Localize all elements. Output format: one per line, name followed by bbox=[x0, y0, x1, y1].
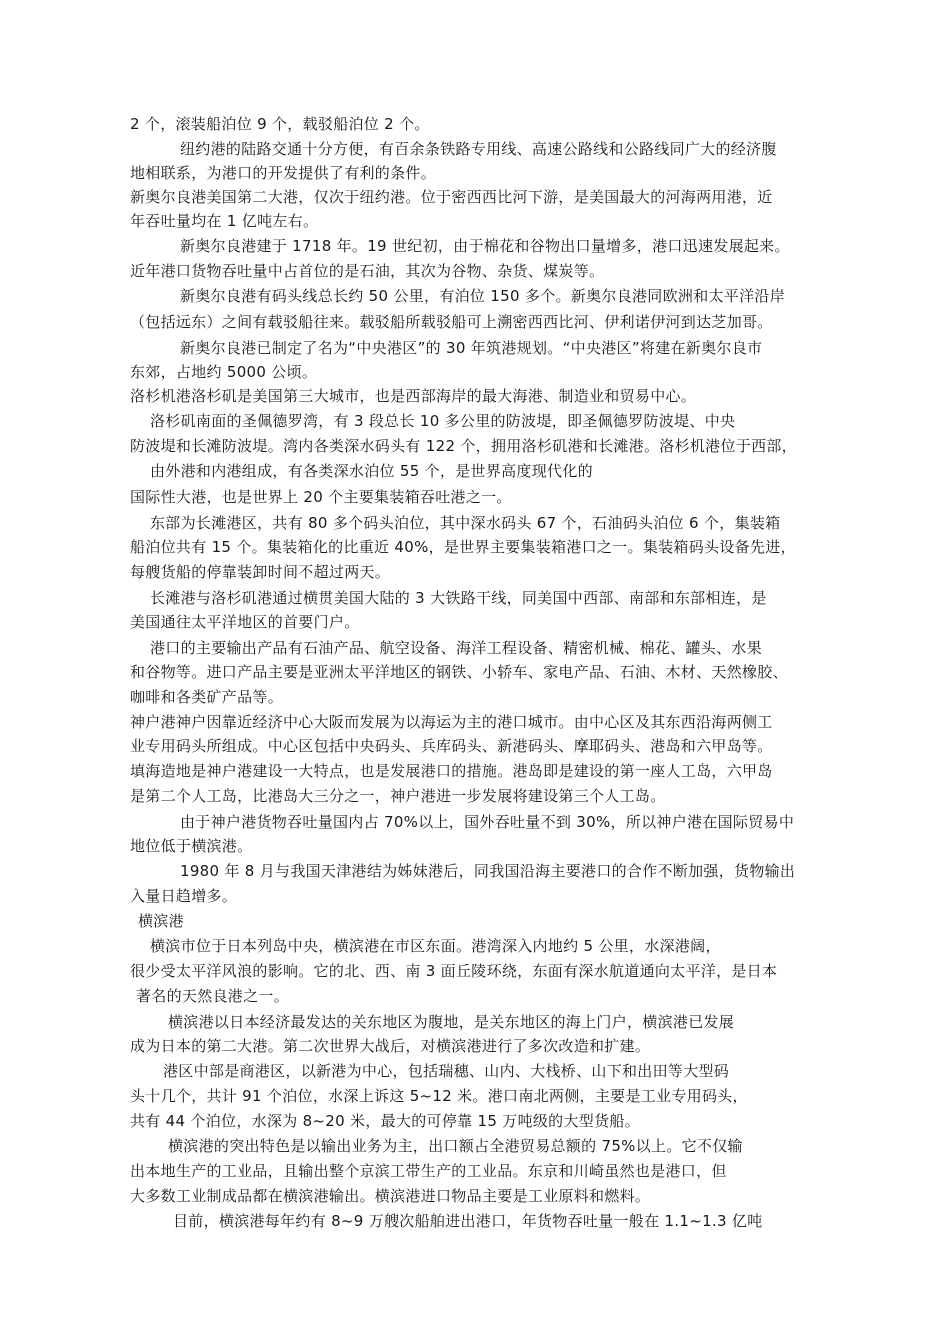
text-line: 大多数工业制成品都在横滨港输出。横滨港进口物品主要是工业原料和燃料。 bbox=[130, 1187, 651, 1205]
text-line: 填海造地是神户港建设一大特点，也是发展港口的措施。港岛即是建设的第一座人工岛，六甲岛 bbox=[130, 762, 773, 780]
text-line: 入量日趋增多。 bbox=[130, 887, 238, 905]
text-line: 长滩港与洛杉矶港通过横贯美国大陆的 3 大铁路干线，同美国中西部、南部和东部相连，是 bbox=[150, 589, 767, 607]
text-line: 和谷物等。进口产品主要是亚洲太平洋地区的钢铁、小轿车、家电产品、石油、木材、天然橡胶、 bbox=[130, 663, 788, 681]
text-line: 1980 年 8 月与我国天津港结为姊妹港后，同我国沿海主要港口的合作不断加强，货物输出 bbox=[180, 862, 796, 880]
text-line: 由外港和内港组成，有各类深水泊位 55 个，是世界高度现代化的 bbox=[150, 462, 593, 480]
text-line: 船泊位共有 15 个。集装箱化的比重近 40%，是世界主要集装箱港口之一。集装箱码头设备先进， bbox=[130, 538, 796, 556]
text-line: 由于神户港货物吞吐量国内占 70%以上，国外吞吐量不到 30%，所以神户港在国际贸易中 bbox=[180, 813, 795, 831]
text-line: 共有 44 个泊位，水深为 8~20 米，最大的可停靠 15 万吨级的大型货船。 bbox=[130, 1112, 640, 1130]
text-line: 新奥尔良港美国第二大港，仅次于纽约港。位于密西西比河下游，是美国最大的河海两用港，近 bbox=[130, 188, 773, 206]
text-line: 2 个，滚装船泊位 9 个，载驳船泊位 2 个。 bbox=[130, 115, 430, 133]
text-line: 美国通往太平洋地区的首要门户。 bbox=[130, 613, 360, 631]
text-line: 著名的天然良港之一。 bbox=[136, 987, 290, 1005]
text-line: 东郊，占地约 5000 公顷。 bbox=[130, 363, 318, 381]
text-line: 每艘货船的停靠装卸时间不超过两天。 bbox=[130, 563, 391, 581]
text-line: 神户港神户因靠近经济中心大阪而发展为以海运为主的港口城市。由中心区及其东西沿海两侧工 bbox=[130, 713, 773, 731]
text-line: 很少受太平洋风浪的影响。它的北、西、南 3 面丘陵环绕，东面有深水航道通向太平洋，是日本 bbox=[130, 962, 778, 980]
text-line: 咖啡和各类矿产品等。 bbox=[130, 688, 284, 706]
text-line: 洛杉矶南面的圣佩德罗湾，有 3 段总长 10 多公里的防波堤，即圣佩德罗防波堤、中央 bbox=[150, 412, 736, 430]
section-heading: 横滨港 bbox=[138, 912, 184, 930]
text-line: 目前，横滨港每年约有 8~9 万艘次船舶进出港口，年货物吞吐量一般在 1.1~1.3 亿吨 bbox=[173, 1212, 763, 1230]
text-line: 横滨港的突出特色是以输出业务为主，出口额占全港贸易总额的 75%以上。它不仅输 bbox=[168, 1137, 743, 1155]
text-line: 新奥尔良港有码头线总长约 50 公里，有泊位 150 多个。新奥尔良港同欧洲和太平洋沿岸 bbox=[180, 287, 785, 305]
text-line: 地相联系，为港口的开发提供了有利的条件。 bbox=[130, 164, 437, 182]
text-line: 成为日本的第二大港。第二次世界大战后，对横滨港进行了多次改造和扩建。 bbox=[130, 1037, 651, 1055]
text-line: 国际性大港，也是世界上 20 个主要集装箱吞吐港之一。 bbox=[130, 488, 512, 506]
text-line: 横滨港以日本经济最发达的关东地区为腹地，是关东地区的海上门户，横滨港已发展 bbox=[168, 1013, 735, 1031]
text-line: 横滨市位于日本列岛中央，横滨港在市区东面。港湾深入内地约 5 公里，水深港阔， bbox=[150, 937, 721, 955]
text-line: 防波堤和长滩防波堤。湾内各类深水码头有 122 个，拥用洛杉矶港和长滩港。洛杉机港位于西部， bbox=[130, 437, 797, 455]
text-line: 洛杉机港洛杉矶是美国第三大城市，也是西部海岸的最大海港、制造业和贸易中心。 bbox=[130, 387, 697, 405]
text-line: 地位低于横滨港。 bbox=[130, 837, 253, 855]
text-line: 港区中部是商港区，以新港为中心，包括瑞穗、山内、大栈桥、山下和出田等大型码 bbox=[163, 1062, 730, 1080]
text-line: 纽约港的陆路交通十分方便，有百余条铁路专用线、高速公路线和公路线同广大的经济腹 bbox=[180, 140, 777, 158]
text-line: 新奥尔良港建于 1718 年。19 世纪初，由于棉花和谷物出口量增多，港口迅速发展起来。 bbox=[180, 237, 790, 255]
text-line: 东部为长滩港区，共有 80 多个码头泊位，其中深水码头 67 个，石油码头泊位 6 个，集装箱 bbox=[150, 514, 781, 532]
text-line: 近年港口货物吞吐量中占首位的是石油，其次为谷物、杂货、煤炭等。 bbox=[130, 262, 605, 280]
text-line: 出本地生产的工业品，且输出整个京滨工带生产的工业品。东京和川崎虽然也是港口，但 bbox=[130, 1162, 727, 1180]
text-line: 新奥尔良港已制定了名为“中央港区”的 30 年筑港规划。“中央港区”将建在新奥尔良市 bbox=[180, 339, 763, 357]
text-line: 业专用码头所组成。中心区包括中央码头、兵库码头、新港码头、摩耶码头、港岛和六甲岛等。 bbox=[130, 737, 773, 755]
text-line: 是第二个人工岛，比港岛大三分之一，神户港进一步发展将建设第三个人工岛。 bbox=[130, 787, 666, 805]
text-line: 头十几个，共计 91 个泊位，水深上诉这 5~12 米。港口南北两侧，主要是工业专用码头， bbox=[130, 1087, 748, 1105]
text-line: 年吞吐量均在 1 亿吨左右。 bbox=[130, 212, 319, 230]
text-line: 港口的主要输出产品有石油产品、航空设备、海洋工程设备、精密机械、棉花、罐头、水果 bbox=[150, 639, 763, 657]
text-line: （包括远东）之间有载驳船往来。载驳船所载驳船可上溯密西西比河、伊利诺伊河到达芝加哥。 bbox=[130, 313, 773, 331]
